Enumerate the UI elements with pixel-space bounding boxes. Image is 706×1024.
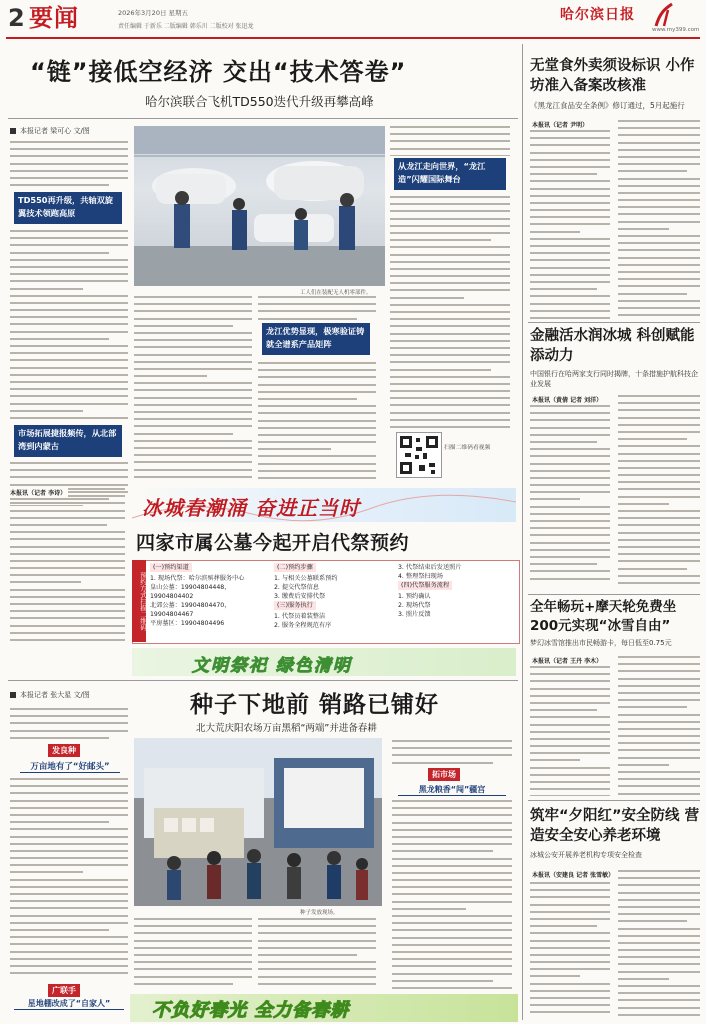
- masthead-date: 2026年3月20日 星期五: [118, 9, 189, 17]
- tomb-col3-item: 4. 整理祭扫现场: [398, 573, 443, 580]
- tomb-col3-item: 3. 照片反馈: [398, 611, 431, 618]
- seed-byline: 本报记者 张大星 文/图: [10, 690, 90, 700]
- story-divider: [528, 594, 700, 595]
- lead-text-col1a: [10, 141, 128, 189]
- newspaper-logo: 哈尔滨日报: [560, 7, 635, 23]
- story4-sub: 冰城公安开展养老机构专项安全检查: [530, 851, 642, 859]
- right-column-divider: [522, 44, 523, 1020]
- story3-headline: 全年畅玩+摩天轮免费坐 200元实现“冰雪自由”: [530, 599, 677, 634]
- lead-headline: “链”接低空经济 交出“技术答卷”: [30, 58, 407, 86]
- banner-3-text: 不负好春光 全力备春耕: [152, 1000, 350, 1021]
- tomb-col1-item[interactable]: 皇山公墓：19904804448，19904804402: [150, 584, 231, 600]
- story-divider: [528, 322, 700, 323]
- story3-sub: 梦幻冰雪馆推出市民畅游卡，每日低至0.75元: [530, 639, 672, 647]
- tomb-col-3: [398, 563, 514, 619]
- story3-text-b: [618, 656, 700, 796]
- tomb-byline: 本报讯（记者 李诗）: [10, 490, 67, 497]
- tomb-headline: 四家市属公墓今起开启代祭预约: [136, 532, 410, 554]
- tomb-lead-col: [10, 488, 125, 646]
- section-square-icon: [10, 128, 16, 134]
- seed-subhead-3-tag: 广联手: [48, 984, 80, 997]
- assembly-photo: [134, 126, 385, 286]
- section-divider: [8, 680, 518, 681]
- story1-text-a: [530, 130, 610, 320]
- story3-byline: 本报讯（记者 王丹 李木）: [532, 658, 603, 665]
- video-qr-code[interactable]: [396, 432, 442, 478]
- masthead-website[interactable]: www.my399.com: [652, 27, 700, 33]
- story4-text-a: [530, 882, 610, 1018]
- tomb-col1-item[interactable]: 北郊公墓：19904804470，19904804467: [150, 602, 231, 618]
- banner-icebloom: [132, 488, 516, 522]
- tomb-col2-subhead: (三)服务执行: [274, 601, 316, 610]
- seed-text-col1b: [10, 778, 128, 978]
- seed-subhead-2-tag: 拓市场: [428, 768, 460, 781]
- logo-mark: [650, 2, 680, 28]
- lead-subhead-3: 龙江优势显现，极寒验证铸就全谱系产品矩阵: [262, 323, 370, 355]
- tomb-col2-item: 3. 缴费后安排代祭: [274, 593, 326, 600]
- story1-byline: 本报讯（记者 尹明）: [532, 122, 589, 129]
- tomb-col2-item: 2. 提交代祭信息: [274, 584, 319, 591]
- tomb-col3-subhead: (四)代祭服务流程: [398, 581, 452, 590]
- story4-text-b: [618, 870, 700, 1018]
- tomb-col-1: [150, 563, 268, 628]
- tomb-col3-item: 1. 预约确认: [398, 593, 431, 600]
- lead-text-col3b: [258, 362, 376, 482]
- tomb-col1-head: (一)预约渠道: [150, 563, 192, 572]
- story2-byline: 本报讯（黄倩 记者 刘洋）: [532, 397, 603, 404]
- seed-text-col3: [258, 918, 376, 988]
- seed-text-col2: [134, 918, 252, 988]
- masthead-editors: 责任编辑 于新乐 二版编辑 韩乐川 二版校对 张迅龙: [118, 23, 254, 30]
- seed-subhead-2-title: 黑龙粮香“闯”疆宫: [398, 784, 506, 796]
- seed-text-col1a: [10, 708, 128, 742]
- section-title: 要闻: [29, 4, 79, 32]
- tomb-col2-head: (二)预约步骤: [274, 563, 316, 572]
- lead-text-col1b: [10, 230, 128, 420]
- tomb-col3-item: 3. 代祭结束后发送照片: [398, 564, 462, 571]
- story4-byline: 本报讯（安建良 记者 张雪敏）: [532, 872, 615, 879]
- story2-text-a: [530, 405, 610, 585]
- tomb-col2-item: 1. 与相关公墓联系预约: [274, 575, 338, 582]
- story1-headline: 无堂食外卖须设标识 小作坊准入备案改核准: [530, 58, 695, 94]
- seed-photo-caption: 种子发放现场。: [300, 910, 339, 916]
- story2-sub: 中国银行在哈两家支行同时揭牌，十条措施护航科技企业发展: [530, 370, 698, 388]
- lead-text-col4b: [390, 196, 510, 430]
- section-square-icon: [10, 692, 16, 698]
- banner-2-text: 文明祭祀 绿色清明: [192, 656, 352, 676]
- banner-spring-plowing: [130, 994, 518, 1022]
- lead-text-col4a: [390, 126, 510, 156]
- story3-text-a: [530, 666, 610, 796]
- seed-distribution-photo: [134, 738, 382, 906]
- seed-subhead-1-title: 万亩地有了“好邮头”: [20, 760, 120, 773]
- tomb-col3-item: 2. 现场代祭: [398, 602, 431, 609]
- tomb-col1-item: 1. 现场代祭：哈尔滨殡葬服务中心: [150, 575, 245, 582]
- lead-divider: [8, 118, 518, 119]
- story2-headline: 金融活水润冰城 科创赋能添动力: [530, 328, 695, 364]
- lead-byline: 本报记者 梁可心 文/图: [10, 126, 90, 136]
- tomb-col1-item[interactable]: 平房墓区：19904804496: [150, 620, 225, 627]
- lead-subhead-1: TD550再升级，共轴双旋翼技术领跑高原: [14, 192, 122, 224]
- seed-subheadline: 北大荒庆阳农场万亩黑稻“两端”并进备春耕: [196, 723, 377, 734]
- story-divider: [528, 800, 700, 801]
- tomb-col2-item: 2. 服务全程规范有序: [274, 622, 332, 629]
- tomb-side-label: 预约方式扫描二维码: [132, 560, 146, 642]
- qr-caption: 扫描二维码看视频: [444, 445, 491, 451]
- tomb-col-2: [274, 563, 392, 630]
- lead-text-col2: [134, 296, 252, 481]
- tomb-col2-item: 1. 代祭员着装整洁: [274, 613, 326, 620]
- banner-1-text: 冰城春潮涌 奋进正当时: [142, 496, 360, 520]
- lead-subhead-4: 从龙江走向世界，“龙江造”闪耀国际舞台: [394, 158, 506, 190]
- story1-text-b: [618, 120, 700, 320]
- photo-caption: 工人们在装配无人机零部件。: [300, 290, 372, 296]
- lead-subheadline: 哈尔滨联合飞机TD550迭代升级再攀高峰: [145, 94, 374, 109]
- seed-subhead-1-tag: 发良种: [48, 744, 80, 757]
- lead-text-col3a: [258, 296, 376, 326]
- seed-headline: 种子下地前 销路已铺好: [190, 692, 440, 718]
- story4-headline: 筑牢“夕阳红”安全防线 营造安全安心养老环境: [530, 808, 700, 844]
- seed-text-col4a: [392, 740, 512, 766]
- masthead-rule: [6, 37, 700, 39]
- page-number: 2: [8, 4, 25, 32]
- seed-subhead-3-title: 星地棚改成了“自家人”: [14, 998, 124, 1010]
- story2-text-b: [618, 395, 700, 585]
- story1-sub: 《黑龙江食品安全条例》修订通过，5月起施行: [530, 101, 685, 110]
- banner-civilized: [132, 648, 516, 676]
- seed-text-col4b: [392, 800, 512, 990]
- lead-subhead-2: 市场拓展捷报频传，从北部湾到内蒙古: [14, 425, 122, 457]
